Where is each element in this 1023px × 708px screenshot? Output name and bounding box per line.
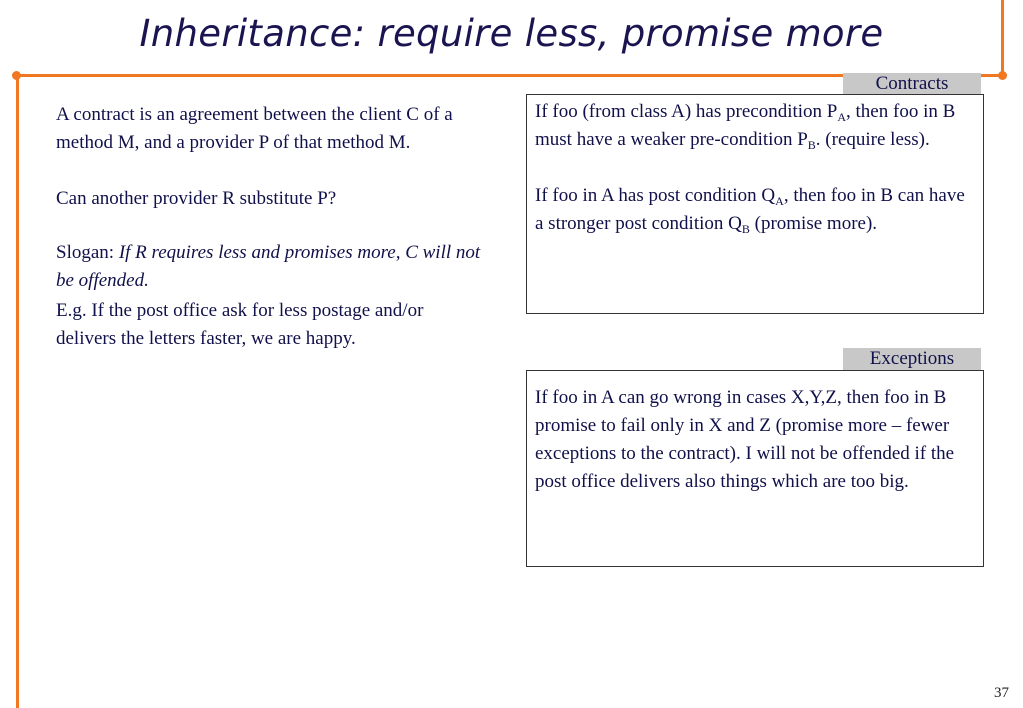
post-office-example: E.g. If the post office ask for less postage and/or delivers the letters faster, we are happy. bbox=[56, 300, 424, 349]
subscript-a: A bbox=[775, 194, 784, 208]
precondition-text: If foo (from class A) has precondition P bbox=[535, 101, 838, 122]
postcondition-text: If foo in A has post condition Q bbox=[535, 185, 776, 206]
contracts-tab: Contracts bbox=[843, 73, 981, 95]
exceptions-tab: Exceptions bbox=[843, 348, 981, 370]
left-vertical-rule bbox=[16, 76, 19, 708]
exceptions-paragraph: If foo in A can go wrong in cases X,Y,Z, then foo in B promise to fail only in X and Z (promise more – fewer exceptions to the contract). I will not be offended if the post office delivers also things which are too big. bbox=[535, 387, 955, 492]
substitution-question: Can another provider R substitute P? bbox=[56, 188, 337, 209]
page-number: 37 bbox=[994, 685, 1009, 701]
right-vertical-rule bbox=[1001, 0, 1004, 77]
precondition-text-end: . (require less). bbox=[815, 129, 930, 150]
exceptions-box bbox=[526, 370, 984, 567]
slogan-prefix: Slogan: bbox=[56, 242, 119, 263]
postcondition-text-end: (promise more). bbox=[749, 213, 878, 234]
rule-dot-right bbox=[998, 71, 1007, 80]
slogan-text: If R requires less and promises more, C will not be offended. bbox=[56, 242, 481, 291]
slide-title: Inheritance: require less, promise more bbox=[139, 12, 884, 55]
postcondition-paragraph bbox=[535, 182, 975, 238]
rule-dot-left bbox=[12, 71, 21, 80]
contracts-box bbox=[526, 94, 984, 314]
precondition-paragraph bbox=[535, 98, 975, 154]
subscript-a: A bbox=[837, 110, 847, 124]
contract-definition: A contract is an agreement between the client C of a method M, and a provider P of that method M. bbox=[56, 104, 453, 153]
postcondition-text-cont: , then foo in B can have a stronger post condition Q bbox=[535, 185, 965, 234]
precondition-text-cont: , then foo in B must have a weaker pre-condition P bbox=[535, 101, 956, 150]
subscript-b: B bbox=[807, 138, 816, 152]
left-column bbox=[56, 101, 486, 353]
subscript-b: B bbox=[741, 222, 750, 236]
slogan bbox=[56, 239, 486, 295]
